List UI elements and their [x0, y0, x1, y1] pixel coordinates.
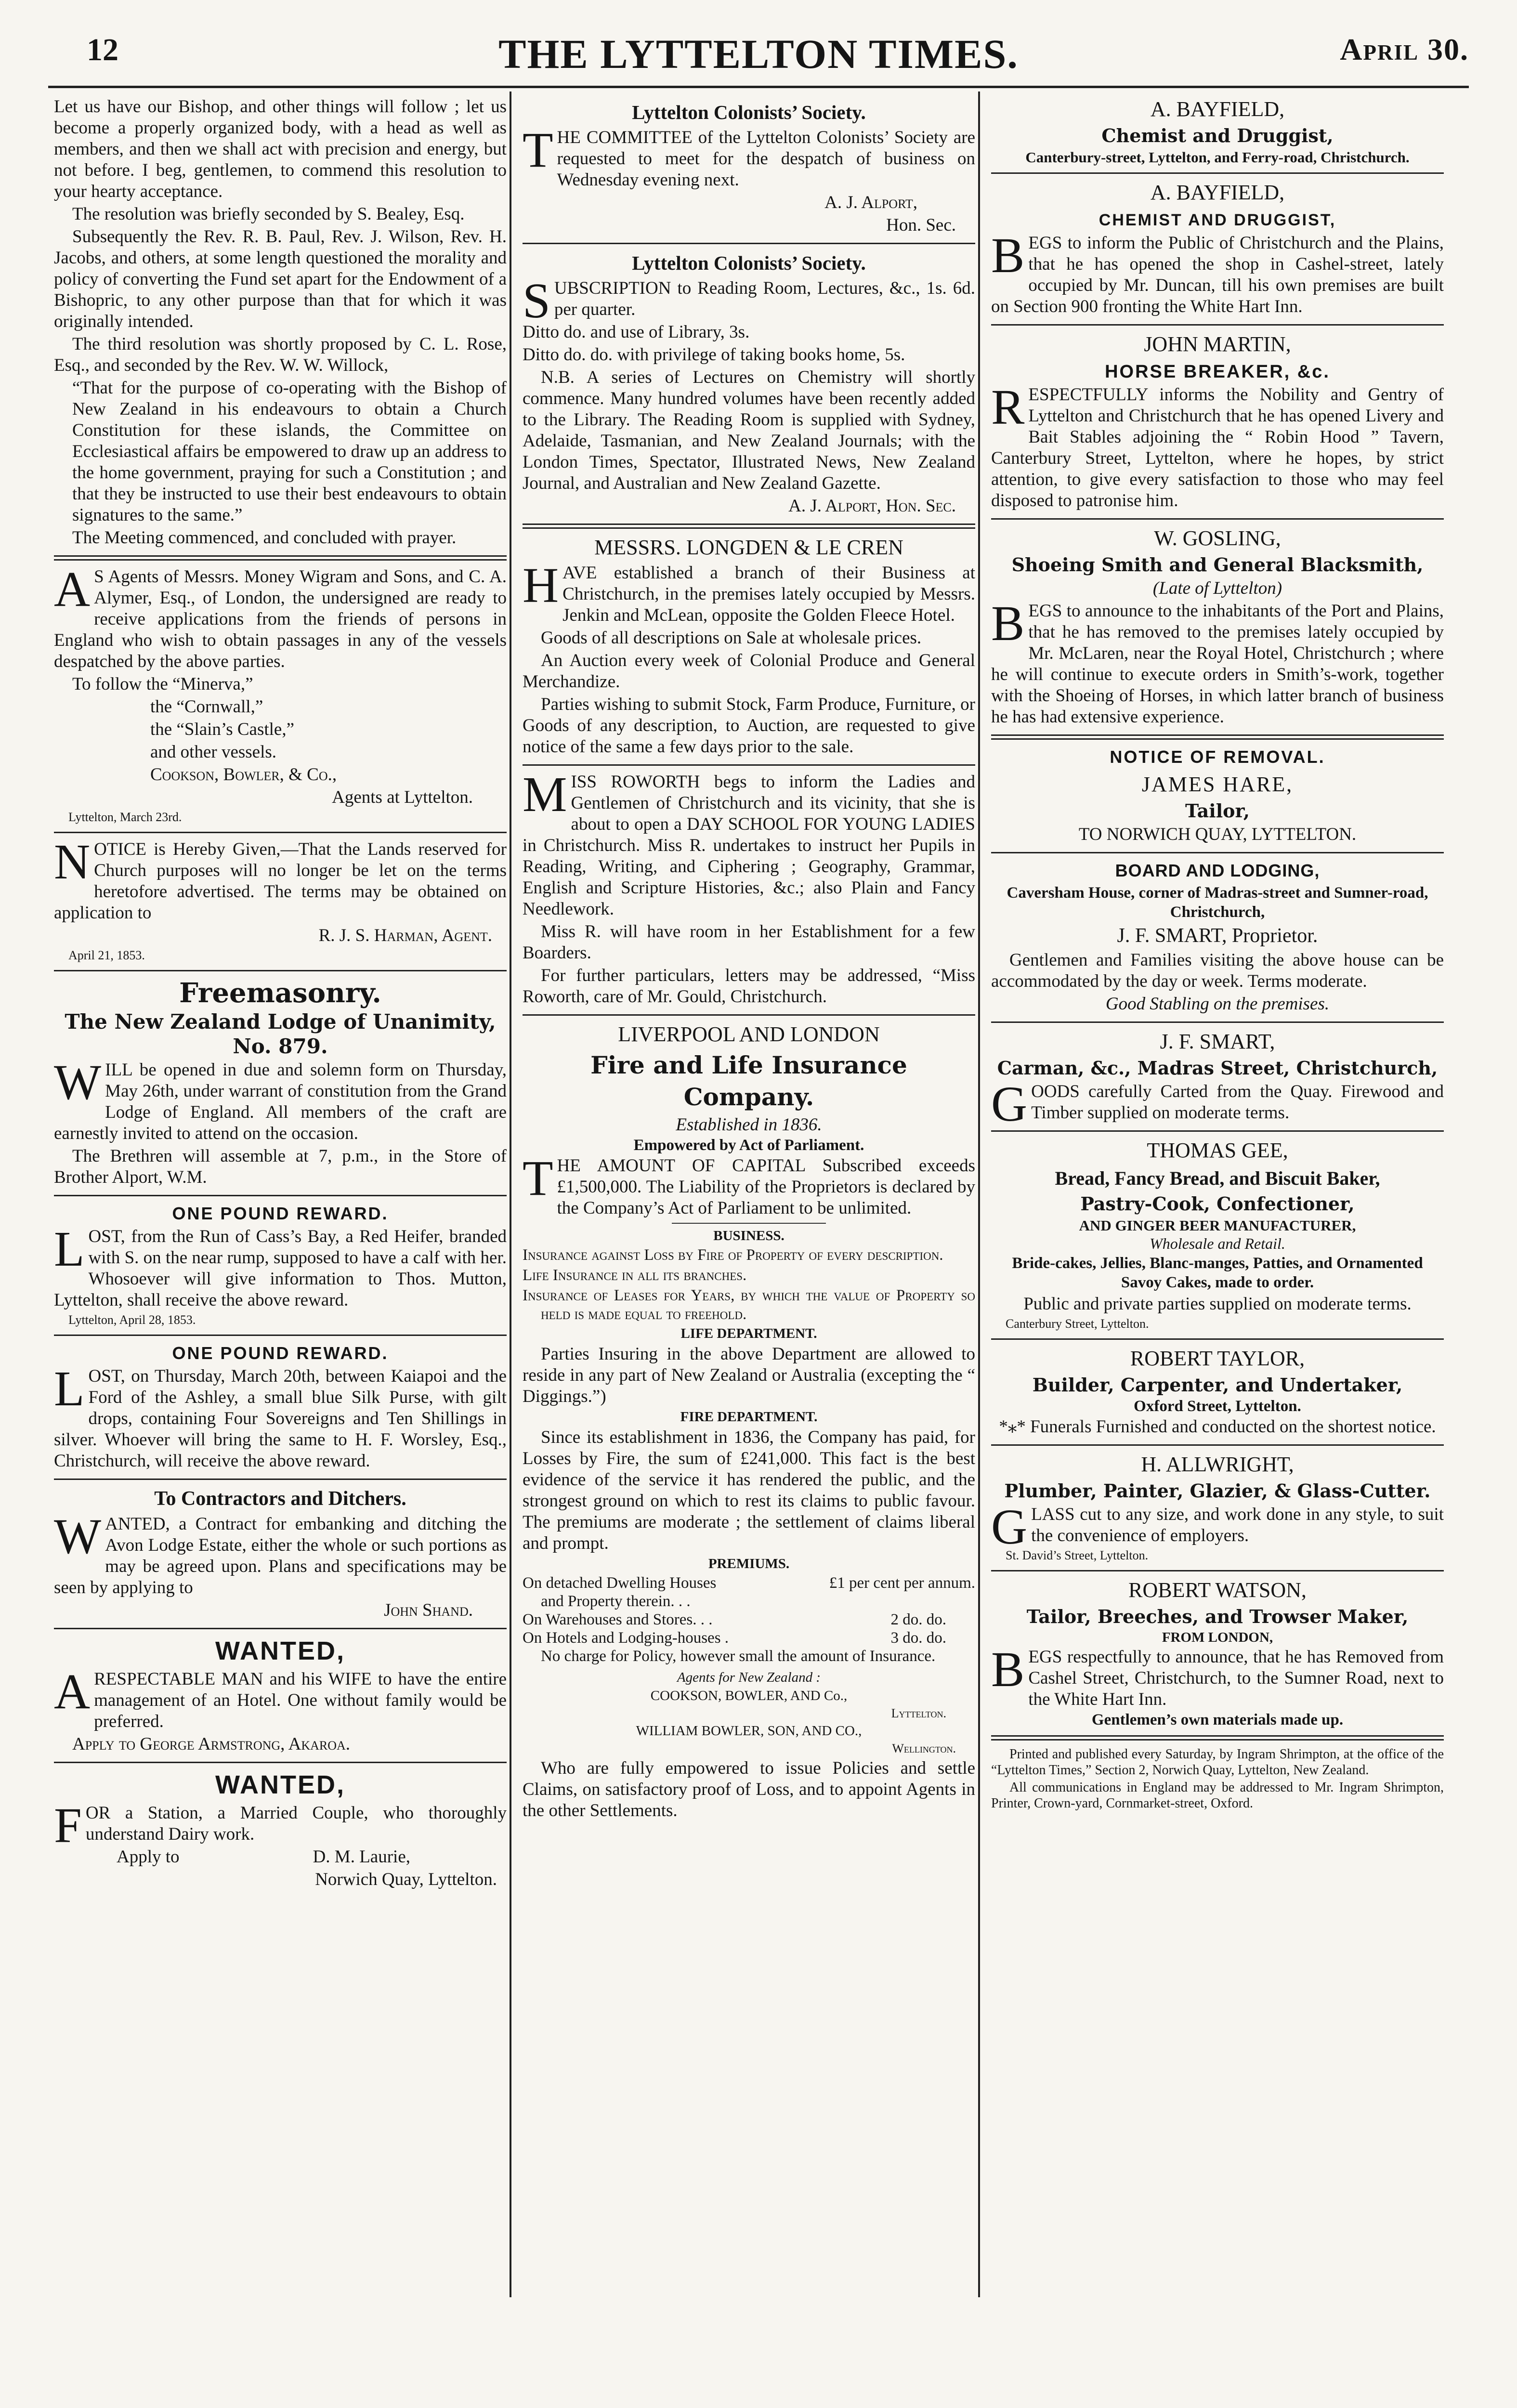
drop-cap: L — [54, 1361, 85, 1416]
freemasonry-advert — [54, 977, 507, 1188]
trade-line: Bread, Fancy Bread, and Biscuit Baker, — [1055, 1167, 1380, 1189]
signature: Agents at Lyttelton. — [332, 787, 473, 807]
advert-date: Lyttelton, April 28, 1853. — [68, 1313, 196, 1327]
trade-line: Tailor, — [1185, 800, 1250, 822]
drop-cap: T — [523, 122, 553, 178]
ship-line: and other vessels. — [150, 742, 277, 762]
signature: Cookson, Bowler, & Co., — [150, 765, 337, 785]
agents-heading: Agents for New Zealand : — [677, 1670, 821, 1685]
premium-rate: 2 do. do. — [890, 1611, 946, 1628]
tailor-name: JAMES HARE, — [1141, 772, 1294, 796]
premium-rate: £1 per cent per annum. — [829, 1574, 975, 1592]
paragraph: Parties Insuring in the above Department are allowed to reside in any part of New Zealand or Australia (excepting the “ Diggings.”) — [523, 1344, 975, 1406]
divider — [991, 1444, 1444, 1446]
column-rule-2 — [978, 92, 980, 2297]
section-heading: A. BAYFIELD, — [1150, 181, 1285, 204]
advert-body: UBSCRIPTION to Reading Room, Lectures, &c., 1s. 6d. per quarter. — [554, 278, 975, 319]
colonists-committee-advert — [523, 99, 975, 236]
proprietor-line: J. F. SMART, Proprietor. — [1117, 925, 1318, 947]
drop-cap: H — [523, 558, 559, 613]
drop-cap: A — [54, 562, 91, 617]
drop-cap: R — [991, 380, 1025, 435]
ship-line: the “Cornwall,” — [150, 697, 263, 717]
divider — [54, 832, 507, 833]
divider — [991, 1735, 1444, 1741]
trade-line: Carman, &c., Madras Street, Christchurch, — [997, 1057, 1438, 1079]
premium-label: On Warehouses and Stores. . . — [523, 1611, 713, 1628]
paragraph: Parties wishing to submit Stock, Farm Produce, Furniture, or Goods of any description, to Auction, are requested to give notice of the same a few days prior to the sale. — [523, 694, 975, 757]
signature: A. J. Alport, — [824, 193, 917, 212]
paragraph: For further particulars, letters may be addressed, “Miss Roworth, care of Mr. Gould, Christchurch. — [523, 966, 975, 1007]
smart-carman-advert — [991, 1029, 1444, 1132]
divider — [991, 1570, 1444, 1571]
column-2 — [523, 96, 975, 2312]
martin-advert — [991, 331, 1444, 511]
divider — [54, 1762, 507, 1763]
trade-line: AND GINGER BEER MANUFACTURER, — [1079, 1217, 1356, 1234]
newspaper-title: THE LYTTELTON TIMES. — [498, 31, 1019, 77]
reward-heifer-advert — [54, 1202, 507, 1328]
drop-cap: S — [523, 273, 550, 328]
section-heading: Lyttelton Colonists’ Society. — [632, 101, 866, 123]
drop-cap: B — [991, 596, 1025, 651]
business-item: Insurance of Leases for Years, by which the value of Property so held is made equal to freehold. — [523, 1287, 975, 1323]
watson-advert — [991, 1577, 1444, 1728]
trade-line: Chemist and Druggist, — [1101, 125, 1334, 146]
price-line: Ditto do. and use of Library, 3s. — [523, 322, 750, 342]
divider — [991, 1021, 1444, 1023]
longden-advert — [523, 535, 975, 758]
address-line: St. David’s Street, Lyttelton. — [1006, 1548, 1149, 1562]
divider — [54, 555, 507, 561]
advert-date: April 21, 1853. — [68, 948, 145, 962]
paragraph: The Brethren will assemble at 7, p.m., in the Store of Brother Alport, W.M. — [54, 1146, 507, 1187]
divider — [54, 1195, 507, 1196]
signature: John Shand. — [384, 1600, 473, 1620]
subsection-heading: LIFE DEPARTMENT. — [680, 1326, 817, 1341]
section-heading: THOMAS GEE, — [1147, 1139, 1288, 1162]
trade-line: Pastry-Cook, Confectioner, — [1080, 1193, 1355, 1215]
lodge-number: No. 879. — [233, 1034, 328, 1058]
advert-body: ISS ROWORTH begs to inform the Ladies and Gentlemen of Christchurch and its vicinity, that she is about to open a DAY SCHOOL FOR YOUNG LADIES in Christchurch. Miss R. undertakes to instruct her Pupils in Reading, Writing, and Ciphering ; Geography, Grammar, English and Scripture Histories, &c.; also Plain and Fancy Needlework. — [523, 772, 975, 919]
section-heading: Freemasonry. — [179, 977, 381, 1009]
advert-body: S Agents of Messrs. Money Wigram and Sons, and C. A. Alymer, Esq., of London, the undersigned are ready to receive applications from the friends of persons in England who wish to obtain passages in any of the vessels despatched by the above parties. — [54, 567, 507, 671]
divider — [523, 523, 975, 529]
divider — [523, 243, 975, 244]
paragraph: Subsequently the Rev. R. B. Paul, Rev. J. Wilson, Rev. H. Jacobs, and others, at some length questioned the morality and policy of converting the Fund set apart for the Endowment of a Bishopric, to any other purpose than that for which it was originally intended. — [54, 227, 507, 331]
advert-body: OR a Station, a Married Couple, who thoroughly understand Dairy work. — [85, 1803, 507, 1844]
removal-notice — [991, 746, 1444, 845]
column-1 — [54, 96, 507, 2312]
signature: Hon. Sec. — [886, 215, 956, 235]
premium-note: No charge for Policy, however small the amount of Insurance. — [541, 1648, 936, 1665]
section-heading: ROBERT WATSON, — [1128, 1578, 1307, 1602]
taylor-advert — [991, 1346, 1444, 1438]
apply-place: Norwich Quay, Lyttelton. — [315, 1870, 497, 1889]
address-line: Canterbury Street, Lyttelton. — [1006, 1317, 1149, 1331]
section-heading: ONE POUND REWARD. — [172, 1343, 389, 1363]
gosling-advert — [991, 525, 1444, 728]
drop-cap: G — [991, 1499, 1028, 1555]
issue-date: April 30. — [1340, 32, 1469, 66]
agents-advert — [54, 562, 507, 825]
advert-body: ESPECTFULLY informs the Nobility and Gentry of Lyttelton and Christchurch that he has opened Livery and Bait Stables adjoining the “ Robin Hood ” Tavern, Canterbury Street, Lyttelton, where he hopes, by strict attention, to give every satisfaction to those who may feel disposed to patronise him. — [991, 385, 1444, 510]
parties-line: Public and private parties supplied on moderate terms. — [1023, 1294, 1412, 1314]
paragraph: Miss R. will have room in her Establishment for a few Boarders. — [523, 922, 975, 963]
drop-cap: W — [54, 1509, 102, 1564]
meeting-report — [54, 96, 507, 549]
section-heading: W. GOSLING, — [1154, 526, 1281, 550]
funerals-line: *⁎* Funerals Furnished and conducted on the shortest notice. — [999, 1417, 1436, 1437]
gee-baker-advert — [991, 1138, 1444, 1332]
from-line: FROM LONDON, — [1162, 1630, 1273, 1645]
colonists-subscription-advert — [523, 250, 975, 517]
section-heading: NOTICE OF REMOVAL. — [1110, 747, 1325, 767]
section-heading: ROBERT TAYLOR, — [1130, 1347, 1305, 1370]
drop-cap: A — [54, 1664, 91, 1719]
advert-body: OST, from the Run of Cass’s Bay, a Red Heifer, branded with S. on the near rump, supposed to have a calf with her. Whosoever will give information to Thos. Mutton, Lyttelton, shall receive the above reward. — [54, 1227, 507, 1310]
imprint-text: All communications in England may be addressed to Mr. Ingram Shrimpton, Printer, Crown-yard, Cornmarket-street, Oxford. — [991, 1780, 1444, 1811]
section-heading: J. F. SMART, — [1160, 1030, 1275, 1053]
advert-body: OTICE is Hereby Given,—That the Lands reserved for Church purposes will no longer be let on the terms heretofore advertised. The terms may be obtained on application to — [54, 839, 507, 923]
paragraph: N.B. A series of Lectures on Chemistry will shortly commence. Many hundred volumes have been recently added to the Library. The Reading Room is supplied with Sydney, Adelaide, Tasmanian, and New Zealand Journals; with the London Times, Spectator, Illustrated News, New Zealand Journal, and Australian and New Zealand Gazette. — [523, 367, 975, 493]
address-line: Canterbury-street, Lyttelton, and Ferry-road, Christchurch. — [1025, 149, 1410, 166]
resolution-quote: “That for the purpose of co-operating with the Bishop of New Zealand in his endeavours to obtain a Church Constitution for these islands, the Committee on Ecclesiastical affairs be empowered to draw up an address to the home government, praying for such a Constitution ; and that they be instructed to use their best endeavours to obtain signatures to the same.” — [72, 378, 507, 525]
drop-cap: N — [54, 834, 91, 890]
drop-cap: T — [523, 1151, 553, 1206]
paragraph: An Auction every week of Colonial Produce and General Merchandize. — [523, 651, 975, 692]
wanted-couple-advert — [54, 1769, 507, 1890]
premiums-table — [523, 1574, 975, 1665]
advert-body: EGS to inform the Public of Christchurch and the Plains, that he has opened the shop in Cashel-street, lately occupied by Mr. Duncan, till his own premises are built on Section 900 fronting the White Hart Inn. — [991, 233, 1444, 316]
section-heading: ONE POUND REWARD. — [172, 1204, 389, 1223]
divider — [991, 1130, 1444, 1132]
divider — [54, 1335, 507, 1336]
imprint-text: Printed and published every Saturday, by Ingram Shrimpton, at the office of the “Lyttelton Times,” Section 2, Norwich Quay, Lyttelton, New Zealand. — [991, 1747, 1444, 1778]
divider — [991, 852, 1444, 853]
drop-cap: F — [54, 1798, 82, 1853]
company-name: Fire and Life Insurance Company. — [590, 1051, 907, 1111]
lodge-name: The New Zealand Lodge of Unanimity, — [65, 1010, 496, 1034]
signature: A. J. Alport, Hon. Sec. — [788, 496, 956, 516]
wanted-manager-advert — [54, 1635, 507, 1755]
address-line: Oxford Street, Lyttelton. — [1134, 1398, 1301, 1415]
trade-line: CHEMIST AND DRUGGIST, — [1099, 211, 1336, 229]
trade-line: HORSE BREAKER, &c. — [1105, 362, 1330, 382]
section-heading: MESSRS. LONGDEN & LE CREN — [594, 536, 903, 559]
roworth-school-advert — [523, 767, 975, 1008]
premium-label: On Hotels and Lodging-houses . — [523, 1629, 729, 1647]
paragraph: Goods of all descriptions on Sale at wholesale prices. — [541, 628, 922, 648]
allwright-advert — [991, 1452, 1444, 1563]
trade-line: Plumber, Painter, Glazier, & Glass-Cutter. — [1004, 1480, 1431, 1502]
ship-line: To follow the “Minerva,” — [72, 674, 253, 694]
price-line: Ditto do. do. with privilege of taking books home, 5s. — [523, 345, 905, 365]
divider — [54, 1628, 507, 1629]
established-line: Established in 1836. — [676, 1115, 822, 1135]
drop-cap: M — [523, 767, 567, 822]
late-of-line: (Late of Lyttelton) — [1152, 578, 1282, 598]
agent-name: WILLIAM BOWLER, SON, AND CO., — [636, 1723, 862, 1739]
section-heading: H. ALLWRIGHT, — [1141, 1453, 1294, 1476]
drop-cap: B — [991, 1642, 1025, 1697]
apply-line: Apply to George Armstrong, Akaroa. — [72, 1734, 351, 1754]
header-rule — [48, 86, 1469, 88]
drop-cap: W — [54, 1055, 102, 1110]
goods-line: Bride-cakes, Jellies, Blanc-manges, Patties, and Ornamented Savoy Cakes, made to order. — [1012, 1255, 1423, 1291]
printer-imprint — [991, 1746, 1444, 1811]
divider — [523, 1014, 975, 1016]
drop-cap: B — [991, 228, 1025, 283]
divider — [54, 970, 507, 971]
trade-line: Builder, Carpenter, and Undertaker, — [1032, 1374, 1403, 1396]
paragraph: Since its establishment in 1836, the Company has paid, for Losses by Fire, the sum of £241,000. This fact is the best evidence of the service it has rendered the public, and the strongest ground on which to rest its claims to public favour. The premiums are moderate ; the settlement of claims liberal and prompt. — [523, 1427, 975, 1553]
divider — [991, 324, 1444, 326]
advert-date: Lyttelton, March 23rd. — [68, 810, 182, 824]
advert-body: ANTED, a Contract for embanking and ditching the Avon Lodge Estate, either the whole or such portions as may be agreed upon. Plans and specifications may be seen by applying to — [54, 1514, 507, 1597]
ship-line: the “Slain’s Castle,” — [150, 720, 295, 739]
section-heading: Lyttelton Colonists’ Society. — [632, 252, 866, 274]
trade-line: Tailor, Breeches, and Trowser Maker, — [1026, 1606, 1409, 1627]
subsection-heading: BUSINESS. — [713, 1228, 785, 1243]
advert-body: ILL be opened in due and solemn form on Thursday, May 26th, under warrant of constitution from the Grand Lodge of England. All members of the craft are earnestly invited to attend on the occasion. — [54, 1060, 507, 1143]
advert-body: HE COMMITTEE of the Lyttelton Colonists’ Society are requested to meet for the despatch of business on Wednesday evening next. — [557, 128, 975, 190]
advert-body: OST, on Thursday, March 20th, between Kaiapoi and the Ford of the Ashley, a small blue Silk Purse, with gilt drops, containing Four Sovereigns and Ten Shillings in silver. Whoever will bring the same to H. F. Worsley, Esq., Christchurch, will receive the above reward. — [54, 1366, 507, 1471]
advert-body: LASS cut to any size, and work done in any style, to suit the convenience of employers. — [1031, 1505, 1444, 1545]
paragraph: The Meeting commenced, and concluded with prayer. — [72, 528, 457, 548]
divider — [991, 734, 1444, 740]
wholesale-line: Wholesale and Retail. — [1150, 1235, 1285, 1252]
advert-body: EGS to announce to the inhabitants of the Port and Plains, that he has removed to the premises lately occupied by Mr. McLaren, near the Royal Hotel, Christchurch ; where he will continue to execute orders in Smith’s-work, together with the Shoeing of Horses, in which latter branch of business he has had extensive experience. — [991, 601, 1444, 727]
business-item: Life Insurance in all its branches. — [523, 1267, 747, 1284]
reward-purse-advert — [54, 1342, 507, 1472]
drop-cap: G — [991, 1076, 1028, 1132]
premium-rate: 3 do. do. — [890, 1629, 946, 1647]
page-number: 12 — [87, 32, 118, 67]
paragraph: Let us have our Bishop, and other things will follow ; let us become a properly organized body, with a head as well as members, and then we shall act with precision and energy, but not before. I beg, gentlemen, to commend this resolution to your hearty acceptance. — [54, 97, 507, 201]
premium-label: On detached Dwelling Houses — [523, 1574, 717, 1592]
subsection-heading: FIRE DEPARTMENT. — [680, 1409, 818, 1425]
paragraph: Gentlemen and Families visiting the above house can be accommodated by the day or week. Terms moderate. — [991, 950, 1444, 991]
divider — [523, 764, 975, 766]
divider — [991, 518, 1444, 520]
business-item: Insurance against Loss by Fire of Property of every description. — [523, 1246, 943, 1264]
advert-body: HE AMOUNT OF CAPITAL Subscribed exceeds £1,500,000. The Liability of the Proprietors is declared by the Company’s Act of Parliament to be unlimited. — [557, 1156, 975, 1218]
apply-label: Apply to — [117, 1847, 180, 1867]
divider — [991, 172, 1444, 174]
agent-place: Lyttelton. — [891, 1706, 946, 1720]
insurance-advert — [523, 1021, 975, 1821]
column-3 — [991, 96, 1444, 2312]
contractors-advert — [54, 1486, 507, 1621]
section-heading: To Contractors and Ditchers. — [154, 1488, 406, 1510]
divider — [991, 1338, 1444, 1340]
column-rule-1 — [510, 92, 511, 2297]
destination-line: TO NORWICH QUAY, LYTTELTON. — [1078, 824, 1357, 844]
signature: R. J. S. Harman, Agent. — [318, 926, 492, 945]
empowered-line: Empowered by Act of Parliament. — [633, 1137, 864, 1154]
bayfield-advert — [991, 180, 1444, 317]
paragraph: The resolution was briefly seconded by S. Bealey, Esq. — [72, 204, 465, 224]
apply-name: D. M. Laurie, — [313, 1847, 410, 1867]
section-heading: WANTED, — [215, 1770, 345, 1799]
advert-body: AVE established a branch of their Business at Christchurch, in the premises lately occupied by Messrs. Jenkin and McLean, opposite the Golden Fleece Hotel. — [562, 563, 975, 625]
agent-name: COOKSON, BOWLER, AND Co., — [650, 1688, 848, 1703]
advert-body: OODS carefully Carted from the Quay. Firewood and Timber supplied on moderate terms. — [1031, 1082, 1444, 1123]
drop-cap: L — [54, 1221, 85, 1277]
advert-body: EGS respectfully to announce, that he has Removed from Cashel Street, Christchurch, to the Sumner Road, next to the White Hart Inn. — [1028, 1647, 1444, 1709]
bayfield-card — [991, 96, 1444, 166]
divider — [54, 1479, 507, 1480]
materials-line: Gentlemen’s own materials made up. — [1091, 1711, 1344, 1728]
trade-line: Shoeing Smith and General Blacksmith, — [1011, 554, 1424, 576]
stabling-line: Good Stabling on the premises. — [1105, 994, 1330, 1014]
agent-place: Wellington. — [892, 1741, 956, 1755]
section-heading: A. BAYFIELD, — [1150, 97, 1285, 121]
paragraph: Who are fully empowered to issue Policies and settle Claims, on satisfactory proof of Loss, and to appoint Agents in the other Settlements. — [523, 1758, 975, 1820]
section-heading: WANTED, — [215, 1636, 345, 1665]
section-heading: JOHN MARTIN, — [1144, 332, 1291, 356]
board-lodging-advert — [991, 859, 1444, 1015]
paragraph: The third resolution was shortly proposed by C. L. Rose, Esq., and seconded by the Rev. W. W. Willock, — [54, 334, 507, 375]
address-line: Caversham House, corner of Madras-street and Sumner-road, Christchurch, — [1007, 884, 1428, 921]
subsection-heading: PREMIUMS. — [708, 1556, 790, 1571]
advert-body: RESPECTABLE MAN and his WIFE to have the entire management of an Hotel. One without family would be preferred. — [94, 1669, 507, 1731]
section-heading: BOARD AND LODGING, — [1115, 861, 1320, 880]
section-heading: LIVERPOOL AND LONDON — [618, 1022, 880, 1046]
premium-label: and Property therein. . . — [541, 1593, 691, 1610]
church-lands-notice — [54, 834, 507, 963]
short-rule — [672, 1223, 826, 1224]
page-header — [48, 30, 1469, 83]
